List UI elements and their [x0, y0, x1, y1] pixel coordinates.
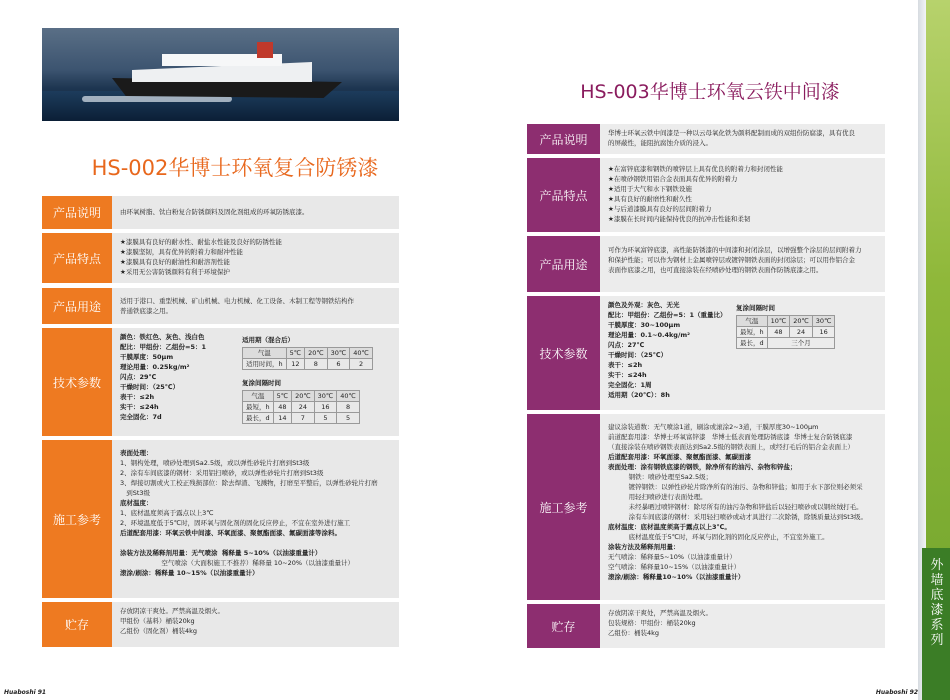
text-line: 乙组份：桶装4kg: [608, 629, 660, 637]
section-lines: [112, 440, 399, 598]
text-line: 表干：≤2h: [120, 393, 155, 401]
series-sidebar: [922, 0, 950, 700]
table-cell: 5℃: [273, 391, 291, 402]
text-line: 适用于港口、重型机械、矿山机械、电力机械、化工设备、木制工程等钢铁结构作: [120, 297, 354, 305]
text-line: 可作为环氧富锌底漆，高性能防锈漆的中间漆和封闭涂层，以增强整个涂层的层间附着力: [608, 246, 862, 254]
text-line: 普通铁底漆之用。: [120, 307, 172, 315]
text-line: 闪点：27℃: [608, 341, 645, 349]
section-label: 产品用途: [527, 236, 600, 292]
text-line: 存放阴凉干爽处。严禁高温及烟火。: [120, 607, 224, 615]
table-cell: 6: [327, 359, 350, 370]
table-cell: 14: [273, 413, 291, 424]
text-line: 后道配套用漆：环氧云铁中间漆、环氧面漆、聚氨酯面漆、氟碳面漆等涂料。: [120, 529, 341, 537]
text-line: 无气喷涂：稀释量5~10%（以油漆重量计）: [608, 553, 737, 561]
text-line: 理论用量：0.25kg/m²: [120, 363, 190, 371]
text-line: 钢铁：喷砂处理至Sa2.5级；: [608, 473, 713, 481]
table-cell: 三个月: [767, 338, 835, 349]
text-line: 实干：≤24h: [608, 371, 647, 379]
text-line: 表干：≤2h: [608, 361, 643, 369]
text-line: （直接涂装在喷砂钢铁表面达到Sa2.5级的钢铁表面上，或经打毛后的铝合金表面上）: [608, 443, 854, 451]
series-label: 外墙底漆系列: [930, 558, 944, 648]
cruise-ship-photo: [42, 28, 399, 121]
page-title: HS-003华博士环氧云铁中间漆: [580, 81, 840, 103]
table-row: [243, 391, 360, 402]
text-line: 颜色及外观：灰色、无光: [608, 301, 680, 309]
text-line: ★在喷砂钢铁用铝合金表面具有优异的附着力: [608, 175, 738, 183]
table-cell: 24: [790, 327, 813, 338]
text-line: 配比：甲组份：乙组份=5：1: [120, 343, 206, 351]
pot-life-table: [242, 347, 373, 370]
table-row: [737, 327, 835, 338]
section-label: 产品特点: [527, 158, 600, 232]
table-cell: 30℃: [314, 391, 337, 402]
table-row: [737, 338, 835, 349]
text-line: 底材温度：: [120, 499, 153, 507]
right-page: [470, 0, 950, 700]
section-lines: [600, 236, 885, 292]
text-line: 包装规格：甲组份：桶装20kg: [608, 619, 696, 627]
tech-params: [120, 332, 232, 432]
section-usage: [42, 288, 399, 324]
section-label: 产品用途: [42, 288, 112, 324]
table-cell: 最长，d: [243, 413, 274, 424]
recoat-table: [242, 390, 360, 424]
section-lines: [600, 158, 885, 232]
text-line: 实干：≤24h: [120, 403, 159, 411]
text-line: 涂装方法及稀释剂用量：无气喷涂 稀释量 5~10%（以油漆重量计）: [120, 549, 322, 557]
section-label: 施工参考: [42, 440, 112, 598]
section-text: 由环氧树脂、钛白粉复合防锈颜料及固化剂组成的环氧防锈底漆。: [112, 196, 399, 229]
section-lines: [112, 288, 399, 324]
section-label: 贮存: [42, 602, 112, 647]
table-cell: 5: [337, 413, 360, 424]
table-cell: 5: [314, 413, 337, 424]
text-line: 颜色：铁红色、灰色、浅白色: [120, 333, 205, 341]
text-line: 到St3级: [120, 489, 151, 497]
section-tech: [527, 296, 885, 410]
table-cell: 气温: [243, 348, 287, 359]
text-line: 表面作底漆之用，也可直接涂装在经喷砂处理的钢铁表面作防锈底漆之用。: [608, 266, 823, 274]
text-line: 适用期（20℃）：8h: [608, 391, 670, 399]
text-line: 2、环境温度低于5℃时，固环氧与固化剂的固化反应停止，不宜在室外进行施工: [120, 519, 351, 527]
table-row: [737, 316, 835, 327]
text-line: 底材温度低于5℃时，环氧与固化剂的固化反应停止，不宜室外施工。: [608, 533, 829, 541]
table-cell: 5℃: [286, 348, 304, 359]
text-line: 完全固化：1周: [608, 381, 652, 389]
table-cell: 40℃: [350, 348, 373, 359]
text-line: 表面处理：: [120, 449, 153, 457]
table-cell: 12: [286, 359, 304, 370]
table-cell: 最长，d: [737, 338, 768, 349]
table-cell: 气温: [737, 316, 768, 327]
text-line: 干膜厚度：30~100μm: [608, 321, 681, 329]
section-desc: [527, 124, 885, 154]
text-line: 配比：甲组份：乙组份=5：1（重量比）: [608, 311, 727, 319]
text-line: 空气喷涂（大面积施工不推荐）稀释量 10~20%（以油漆重量计）: [120, 559, 355, 567]
section-desc: [42, 196, 399, 229]
table-cell: 40℃: [337, 391, 360, 402]
section-label: 技术参数: [527, 296, 600, 410]
page-footer: Huaboshi 91: [4, 689, 47, 696]
text-line: 干燥时间：（25℃）: [608, 351, 668, 359]
text-line: ★漆膜坚韧，具有优异的附着力和耐冲性能: [120, 248, 243, 256]
text-line: 干膜厚度：50μm: [120, 353, 174, 361]
table-cell: 7: [292, 413, 315, 424]
text-line: 后道配套用漆：环氧面漆、聚氨酯面漆、氟碳面漆: [608, 453, 751, 461]
text-line: 和保护性能；可以作为钢材上金属喷锌层或镀锌钢铁表面的封闭涂层；可以用作铝合金: [608, 256, 855, 264]
text-line: 存放阴凉干爽处，严禁高温及烟火。: [608, 609, 712, 617]
text-line: 前道配套用漆：华博士环氧富锌漆 华博士低表面处理防锈底漆 华博士复合防锈底漆: [608, 433, 853, 441]
section-construct: [527, 414, 885, 600]
table-cell: 20℃: [292, 391, 315, 402]
text-line: 空气喷涂：稀释量10~15%（以油漆重量计）: [608, 563, 741, 571]
table-cell: 30℃: [327, 348, 350, 359]
section-label: 产品说明: [527, 124, 600, 154]
table-cell: 最短，h: [737, 327, 768, 338]
table-cell: 2: [350, 359, 373, 370]
text-line: ★漆膜具有良好的耐油性和耐溶剂性能: [120, 258, 230, 266]
recoat-table: [736, 315, 835, 349]
text-line: 用轻扫喷砂进行表面处理。: [608, 493, 707, 501]
table-cell: 16: [812, 327, 835, 338]
table-row: [243, 359, 373, 370]
text-line: [120, 538, 391, 548]
section-label: 产品说明: [42, 196, 112, 229]
text-line: ★采用无公害防锈颜料有利于环境保护: [120, 268, 230, 276]
text-line: ★适用于大气和水下钢铁设施: [608, 185, 692, 193]
table-cell: 16: [314, 402, 337, 413]
table-caption: 复涂间隔时间: [736, 304, 775, 312]
section-lines: [600, 414, 885, 600]
table-cell: 20℃: [305, 348, 328, 359]
table-cell: 20℃: [790, 316, 813, 327]
section-construct: [42, 440, 399, 598]
section-label: 贮存: [527, 604, 600, 648]
section-lines: [600, 604, 885, 648]
table-row: [243, 413, 360, 424]
table-cell: 30℃: [812, 316, 835, 327]
text-line: 建议涂装道数：无气喷涂1道，刷涂或滚涂2~3道，干膜厚度30~100μm: [608, 423, 819, 431]
section-lines: [600, 124, 885, 154]
text-line: 理论用量：0.1~0.4kg/m²: [608, 331, 690, 339]
text-line: 底材温度：底材温度须高于露点以上3℃。: [608, 523, 731, 531]
section-label: 施工参考: [527, 414, 600, 600]
text-line: 涂有车间底漆的钢材：采用轻扫喷砂或动才具进行二次除锈，除锈质量达到St3级。: [608, 513, 867, 521]
section-usage: [527, 236, 885, 292]
section-lines: [112, 602, 399, 647]
text-line: 华博士环氧云铁中间漆是一种以云母氧化铁为颜料配制而成的双组份防腐漆，具有优良: [608, 129, 855, 137]
section-storage: [527, 604, 885, 648]
text-line: ★漆膜在长时间内能保持优良的抗冲击性能和柔韧: [608, 215, 751, 223]
tech-tables: [736, 300, 835, 406]
page-title: HS-002华博士环氧复合防锈漆: [91, 156, 379, 180]
text-line: 涂装方法及稀释剂用量：: [608, 543, 680, 551]
section-label: 产品特点: [42, 233, 112, 283]
section-lines: [112, 233, 399, 283]
table-cell: 气温: [243, 391, 274, 402]
tech-params: [608, 300, 728, 406]
text-line: 闪点：29℃: [120, 373, 157, 381]
table-row: [243, 348, 373, 359]
text-line: 乙组份（固化剂）桶装4kg: [120, 627, 198, 635]
text-line: ★与后道漆膜具有良好的层间附着力: [608, 205, 712, 213]
text-line: 1、钢构处理，喷砂处理到Sa2.5级，或以弹性砂轮片打磨到St3级: [120, 459, 310, 467]
left-page: [0, 0, 470, 700]
section-tech: [42, 328, 399, 436]
section-storage: [42, 602, 399, 647]
text-line: ★漆膜具有良好的耐水性、耐盐水性能及良好的防锈性能: [120, 238, 282, 246]
page-footer: Huaboshi 92: [875, 689, 918, 696]
table-cell: 48: [767, 327, 790, 338]
table-cell: 48: [273, 402, 291, 413]
text-line: 滚涂/刷涂：稀释量10~10%（以油漆重量计）: [608, 573, 745, 581]
text-line: 2、涂有车间底漆的钢材：采用铝扫喷砂，或以弹性砂轮片打磨到St3级: [120, 469, 324, 477]
table-caption: 适用期（混合后）: [242, 336, 294, 344]
table-row: [243, 402, 360, 413]
table-caption: 复涂间隔时间: [242, 379, 281, 387]
text-line: 表面处理：涂有钢铁底漆的钢铁，除净所有的油污、杂物和锌盐；: [608, 463, 797, 471]
text-line: 滚涂/刷涂：稀释量 10~15%（以油漆重量计）: [120, 569, 259, 577]
tech-tables: [242, 332, 373, 432]
table-cell: 8: [337, 402, 360, 413]
text-line: 3、焊接切割或火工校正残损部位：除去焊渣、飞溅物，打磨至平整后，以弹性砂轮片打磨: [120, 479, 378, 487]
section-features: [42, 233, 399, 283]
table-cell: 适用时间，h: [243, 359, 287, 370]
text-line: 的屏蔽性，能阻抗腐蚀介质的浸入。: [608, 139, 712, 147]
section-features: [527, 158, 885, 232]
table-cell: 最短，h: [243, 402, 274, 413]
text-line: 完全固化：7d: [120, 413, 162, 421]
text-line: 1、底材温度须高于露点以上3℃: [120, 509, 214, 517]
text-line: ★具有良好的耐磨性和耐久性: [608, 195, 692, 203]
table-cell: 8: [305, 359, 328, 370]
table-cell: 24: [292, 402, 315, 413]
text-line: ★在富锌底漆和钢铁的喷锌层上具有优良的附着力和封闭性能: [608, 165, 783, 173]
text-line: 甲组份（基料）桶装20kg: [120, 617, 195, 625]
section-label: 技术参数: [42, 328, 112, 436]
text-line: 干燥时间：（25℃）: [120, 383, 180, 391]
table-cell: 10℃: [767, 316, 790, 327]
text-line: 未经暴晒过喷锌钢材：除尽所有的油污杂物和锌盐后以轻扫喷砂或以钢丝绒打毛。: [608, 503, 863, 511]
text-line: 镀锌钢铁：以弹性砂轮片除净所有的油污、杂物和锌盐；如用于水下部位则必须采: [608, 483, 863, 491]
